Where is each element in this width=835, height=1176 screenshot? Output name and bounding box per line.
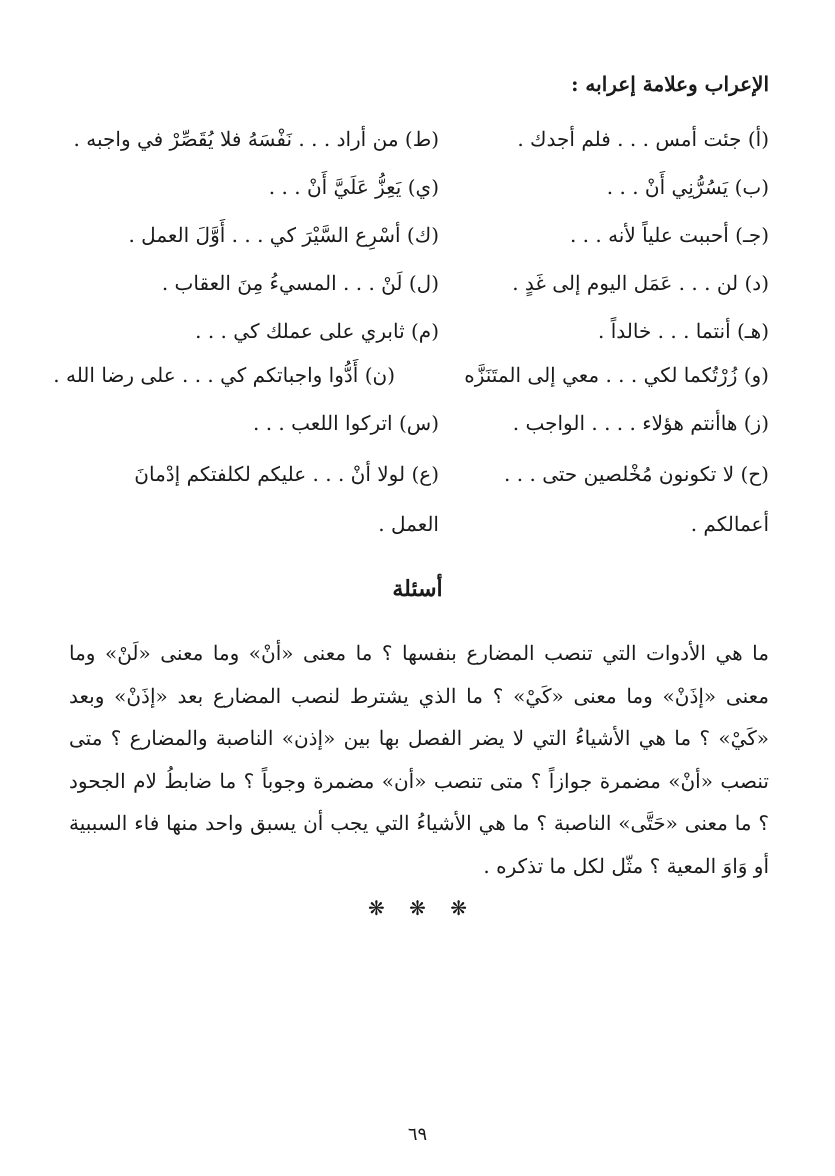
page-number: ٦٩: [407, 1124, 428, 1145]
exercise-item-zay: (ز) هاأنتم هؤلاء . . . . الواجب .: [512, 411, 769, 435]
exercise-item-waw: (و) زُرْتُكما لكي . . . معي إلى المتَنَزَّه: [464, 363, 769, 387]
questions-paragraph: ما هي الأدوات التي تنصب المضارع بنفسها ؟ ما معنى «أنْ» وما معنى «لَنْ» وما معنى «إذَنْ» وما معنى «كَيْ» ؟ ما الذي يشترط لنصب المضارع بعد «إذَنْ» وبعد «كَيْ» ؟ ما هي الأشياءُ التي لا يضر الفصل بها بين «إذن» الناصبة والمضارع ؟ متى تنصب «أنْ» مضمرة جوازاً ؟ متى تنصب «أن» مضمرة وجوباً ؟ ما ضابطُ لام الجحود ؟ ما معنى «حَتَّى» الناصبة ؟ ما هي الأشياءُ التي يجب أن يسبق واحد منها فاء السببية أو وَاوَ المعية ؟ مثّل لكل ما تذكره .: [69, 641, 769, 878]
exercise-heading: الإعراب وعلامة إعرابه :: [571, 72, 769, 96]
exercise-item-seen: (س) اتركوا اللعب . . .: [252, 411, 439, 435]
exercise-item-b: (ب) يَسُرُّنِي أَنْ . . .: [606, 175, 769, 199]
exercise-item-jeem: (جـ) أحببت علياً لأنه . . .: [569, 223, 769, 247]
exercise-item-ha: (هـ) أنتما . . . خالداً .: [597, 319, 769, 343]
section-title: أسئلة: [392, 576, 443, 602]
section-divider-stars: ❋ ❋ ❋: [368, 896, 467, 920]
exercise-item-kaf: (ك) أسْرِع السَّيْرَ كي . . . أَوَّلَ العمل .: [128, 223, 439, 247]
exercise-item-meem: (م) ثابري على عملك كي . . .: [195, 319, 439, 343]
exercise-item-ain: (ع) لولا أنْ . . . عليكم لكلفتكم إدْمانَ العمل .: [134, 462, 439, 536]
exercise-item-noon: (ن) أَدُّوا واجباتكم كي . . . على رضا الله .: [53, 363, 395, 387]
exercise-item-a: (أ) جئت أمس . . . فلم أجدك .: [517, 127, 769, 151]
exercise-item-ya: (ي) يَعِزُّ عَلَيَّ أَنْ . . .: [268, 175, 439, 199]
exercise-item-hah: (ح) لا تكونون مُخْلصين حتى . . . أعمالكم .: [504, 462, 769, 536]
exercise-item-lam: (ل) لَنْ . . . المسيءُ مِنَ العقاب .: [161, 271, 439, 295]
exercise-item-tah: (ط) من أراد . . . نَفْسَهُ فلا يُقَصِّرْ في واجبه .: [73, 127, 439, 151]
exercise-item-dal: (د) لن . . . عَمَل اليوم إلى غَدٍ .: [512, 271, 769, 295]
